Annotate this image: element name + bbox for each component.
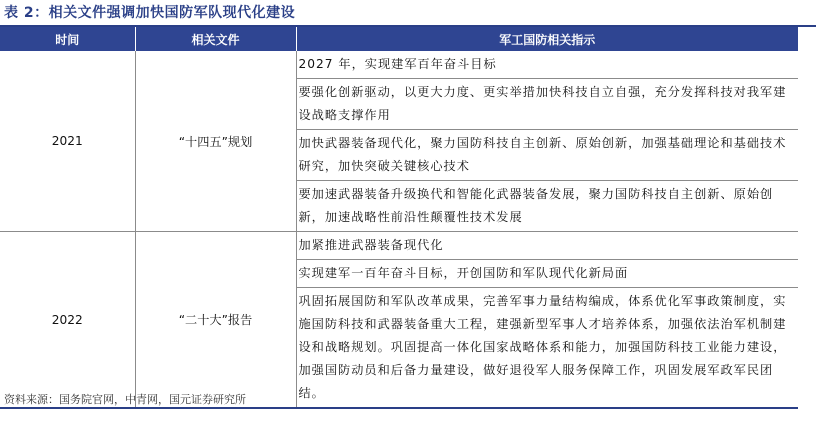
indication-item: 要强化创新驱动，以更大力度、更实举措加快科技自立自强，充分发挥科技对我军建设战略支撑作用 bbox=[297, 78, 799, 129]
table-header-row bbox=[0, 27, 798, 51]
indication-item: 加紧推进武器装备现代化 bbox=[298, 238, 444, 252]
indication-item: 要加速武器装备升级换代和智能化武器装备发展，聚力国防科技自主创新、原始创新，加速战略性前沿性颠覆性技术发展 bbox=[297, 180, 799, 231]
table-title: 表 2：相关文件强调加快国防军队现代化建设 bbox=[4, 5, 296, 21]
header-document: 相关文件 bbox=[135, 27, 296, 51]
row-indications bbox=[296, 51, 798, 232]
indication-item: 加快武器装备现代化，聚力国防科技自主创新、原始创新，加强基础理论和基础技术研究，加快突破关键核心技术 bbox=[297, 129, 799, 180]
table-row bbox=[0, 51, 798, 232]
row-year: 2022 bbox=[0, 232, 135, 409]
row-year: 2021 bbox=[0, 51, 135, 232]
header-indications: 军工国防相关指示 bbox=[296, 27, 798, 51]
policy-table bbox=[0, 27, 798, 409]
row-document: “二十大”报告 bbox=[135, 232, 296, 409]
row-document: “十四五”规划 bbox=[135, 51, 296, 232]
header-time: 时间 bbox=[0, 27, 135, 51]
indication-item: 巩固拓展国防和军队改革成果，完善军事力量结构编成，体系优化军事政策制度，实施国防科技和武器装备重大工程，建强新型军事人才培养体系，加强依法治军机制建设和战略规划。巩固提高一体化国家战略体系和能力，加强国防科技工业能力建设，加强国防动员和后备力量建设，做好退役军人服务保障工作，巩固发展军政军民团结。 bbox=[297, 287, 799, 407]
indication-item: 2027 年，实现建军百年奋斗目标 bbox=[298, 57, 497, 71]
table-row bbox=[0, 232, 798, 409]
source-note: 资料来源：国务院官网，中青网，国元证券研究所 bbox=[4, 393, 246, 406]
row-indications bbox=[296, 232, 798, 409]
indication-item: 实现建军一百年奋斗目标，开创国防和军队现代化新局面 bbox=[297, 259, 799, 287]
